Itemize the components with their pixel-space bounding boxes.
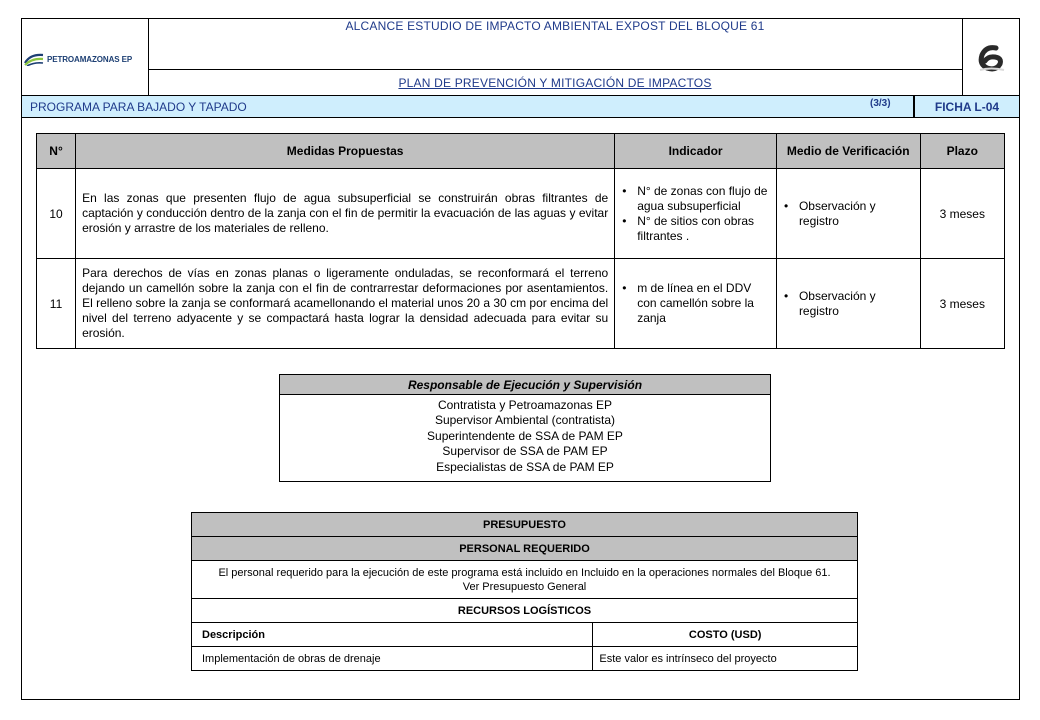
measures-table [36, 133, 1005, 349]
row-indicador [615, 259, 777, 349]
indicator-item: • N° de zonas con flujo de agua subsuperficial [635, 184, 770, 214]
personal-text: El personal requerido para la ejecución de este programa está incluido en Incluido en la operaciones normales del Bloque 61. Ver Presupuesto General [192, 561, 858, 599]
col-costo: COSTO (USD) [593, 623, 858, 647]
col-header-n: N° [37, 134, 76, 169]
header-divider-mid [148, 69, 962, 70]
indicator-item: • m de línea en el DDV con camellón sobre la zanja [635, 281, 770, 326]
row-medida: Para derechos de vías en zonas planas o ligeramente onduladas, se reconformará el terreno dejando un camellón sobre la zanja con el fin de contrarrestar deformaciones por asentamientos. El relleno sobre la zanja se conformará acamellonando el material unos 20 a 30 cm por encima del nivel del terreno adyacente y se compactará hasta lograr la densidad adecuada para evitar su erosión. [76, 259, 615, 349]
col-descripcion: Descripción [192, 623, 593, 647]
document-title: ALCANCE ESTUDIO DE IMPACTO AMBIENTAL EXPOST DEL BLOQUE 61 [345, 19, 765, 33]
verification-item: • Observación y registro [797, 289, 914, 319]
col-header-medio: Medio de Verificación [776, 134, 920, 169]
responsible-item: Contratista y Petroamazonas EP [437, 398, 613, 412]
row-medio [776, 169, 920, 259]
responsible-title: Responsable de Ejecución y Supervisión [280, 375, 771, 395]
row-plazo: 3 meses [920, 259, 1004, 349]
row-medio [776, 259, 920, 349]
table-row [37, 259, 1005, 349]
responsible-item: Supervisor Ambiental (contratista) [434, 413, 616, 428]
company-logo [24, 48, 149, 70]
page-indicator: (3/3) [870, 98, 891, 109]
resources-title: RECURSOS LOGÍSTICOS [192, 599, 858, 623]
resource-description: Implementación de obras de drenaje [192, 647, 593, 671]
row-plazo: 3 meses [920, 169, 1004, 259]
logo-text: PETROAMAZONAS EP [47, 54, 133, 64]
row-number: 10 [37, 169, 76, 259]
responsible-item: Superintendente de SSA de PAM EP [427, 428, 623, 443]
program-name: PROGRAMA PARA BAJADO Y TAPADO [30, 100, 247, 114]
emblem-icon [962, 38, 1020, 78]
indicator-item: • N° de sitios con obras filtrantes . [635, 214, 770, 244]
responsible-table [279, 374, 771, 482]
budget-table [191, 512, 858, 671]
ficha-code: FICHA L-04 [914, 95, 1020, 118]
responsible-item: Especialistas de SSA de PAM EP [436, 459, 614, 474]
row-number: 11 [37, 259, 76, 349]
document-subtitle: PLAN DE PREVENCIÓN Y MITIGACIÓN DE IMPACTOS [398, 76, 712, 90]
resource-cost: Este valor es intrínseco del proyecto [593, 647, 858, 671]
row-medida: En las zonas que presenten flujo de agua subsuperficial se construirán obras filtrantes de captación y conducción dentro de la zanja con el fin de permitir la evacuación de las aguas y evitar erosión y arrastre de los materiales de relleno. [76, 169, 615, 259]
responsible-item: Supervisor de SSA de PAM EP [442, 444, 608, 459]
table-row [37, 169, 1005, 259]
verification-item: • Observación y registro [797, 199, 914, 229]
logo-mark-icon [24, 52, 44, 66]
col-header-medidas: Medidas Propuestas [76, 134, 615, 169]
responsible-list [280, 395, 771, 482]
budget-title: PRESUPUESTO [192, 513, 858, 537]
personal-title: PERSONAL REQUERIDO [192, 537, 858, 561]
col-header-indicador: Indicador [615, 134, 777, 169]
row-indicador [615, 169, 777, 259]
col-header-plazo: Plazo [920, 134, 1004, 169]
